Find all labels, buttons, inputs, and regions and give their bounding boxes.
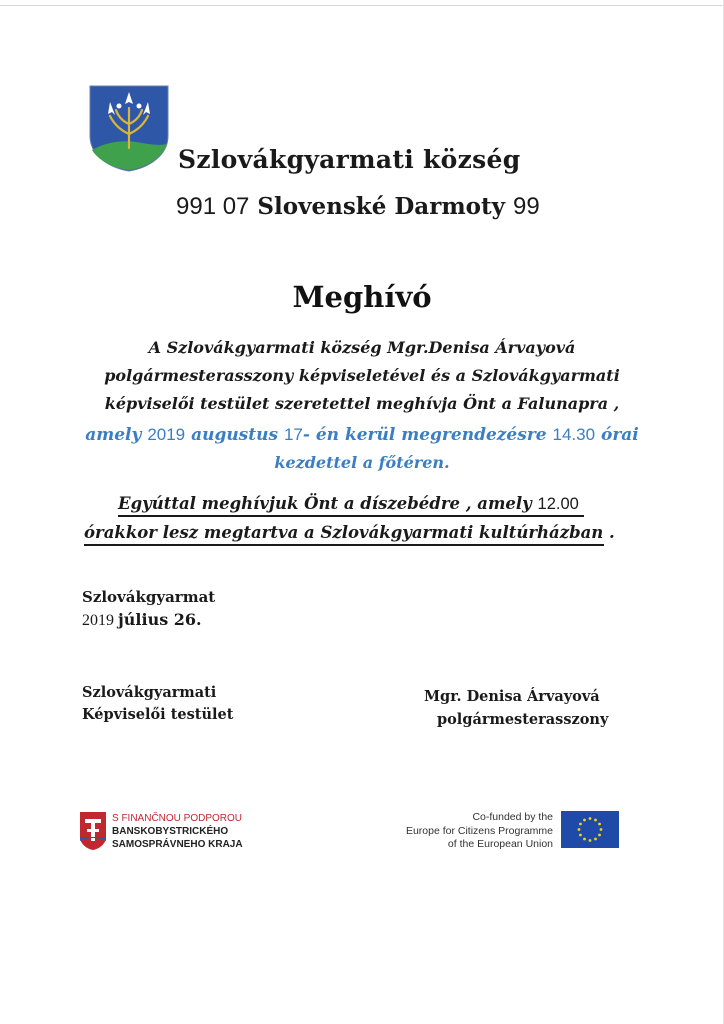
eu-star (594, 838, 597, 841)
eu-star (579, 823, 582, 826)
lunch-time: 12.00 (537, 495, 579, 513)
lunch-text: Egyúttal meghívjuk Önt a díszebédre , amely (118, 494, 532, 513)
eu-line-3: of the European Union (447, 838, 553, 850)
eu-star (579, 834, 582, 837)
event-text-a: amely (85, 425, 142, 445)
eu-star (583, 819, 586, 822)
eu-star (578, 828, 581, 831)
eu-star (583, 838, 586, 841)
bbsk-line-3: SAMOSPRÁVNEHO KRAJA (112, 839, 243, 850)
eu-flag-icon (561, 811, 619, 848)
date-text (82, 610, 202, 630)
event-time: 14.30 (552, 425, 596, 444)
invitation-line-3: képviselői testület szeretettel meghívja Önt a Falunapra , (104, 394, 620, 413)
lunch-underline-2 (84, 544, 604, 546)
signature-right-line-2: polgármesterasszony (437, 711, 609, 728)
invitation-line-2: polgármesterasszony képviseletével és a Szlovákgyarmati (104, 366, 620, 385)
place-text: Szlovákgyarmat (82, 588, 216, 606)
event-month: augustus (191, 425, 279, 445)
date-year: 2019 (82, 612, 114, 629)
eu-star (589, 817, 592, 820)
signature-left-line-1: Szlovákgyarmati (82, 684, 217, 701)
lunch-line-2: órakkor lesz megtartva a Szlovákgyarmati kultúrházban . (84, 523, 615, 542)
bbsk-line-1: S FINANČNOU PODPOROU (112, 813, 243, 824)
house-number: 99 (513, 193, 540, 220)
town-name: Slovenské Darmoty (257, 193, 505, 220)
bbsk-support-text (112, 812, 243, 851)
event-text-d: órai (600, 425, 639, 445)
eu-line-1: Co-funded by the (472, 811, 553, 823)
bbsk-emblem-icon (79, 811, 107, 851)
coat-of-arms-icon (88, 84, 170, 172)
event-day: 17 (283, 425, 303, 444)
municipality-title: Szlovákgyarmati község (178, 145, 521, 174)
event-year: 2019 (147, 425, 186, 444)
eu-star (589, 839, 592, 842)
postal-code: 991 07 (176, 193, 250, 220)
signature-left-line-2: Képviselői testület (82, 706, 234, 723)
eu-star (598, 823, 601, 826)
event-location-line: kezdettel a főtéren. (274, 453, 450, 472)
address-line (176, 193, 596, 221)
invitation-heading: Meghívó (292, 280, 432, 314)
event-text-c: - én kerül megrendezésre (302, 425, 547, 445)
eu-star (600, 828, 603, 831)
date-day-month: július 26. (118, 610, 202, 629)
eu-line-2: Europe for Citizens Programme (405, 824, 553, 837)
eu-cofunding-text (380, 811, 553, 852)
eu-star (598, 834, 601, 837)
lunch-underline-1 (118, 515, 584, 517)
event-date-line (0, 425, 724, 445)
lunch-line-1 (118, 494, 579, 514)
signature-right-line-1: Mgr. Denisa Árvayová (424, 688, 600, 705)
invitation-line-1: A Szlovákgyarmati község Mgr.Denisa Árvayová (148, 338, 576, 357)
eu-star (594, 819, 597, 822)
bbsk-line-2: BANSKOBYSTRICKÉHO (112, 826, 229, 837)
scan-edge-top (0, 5, 724, 6)
